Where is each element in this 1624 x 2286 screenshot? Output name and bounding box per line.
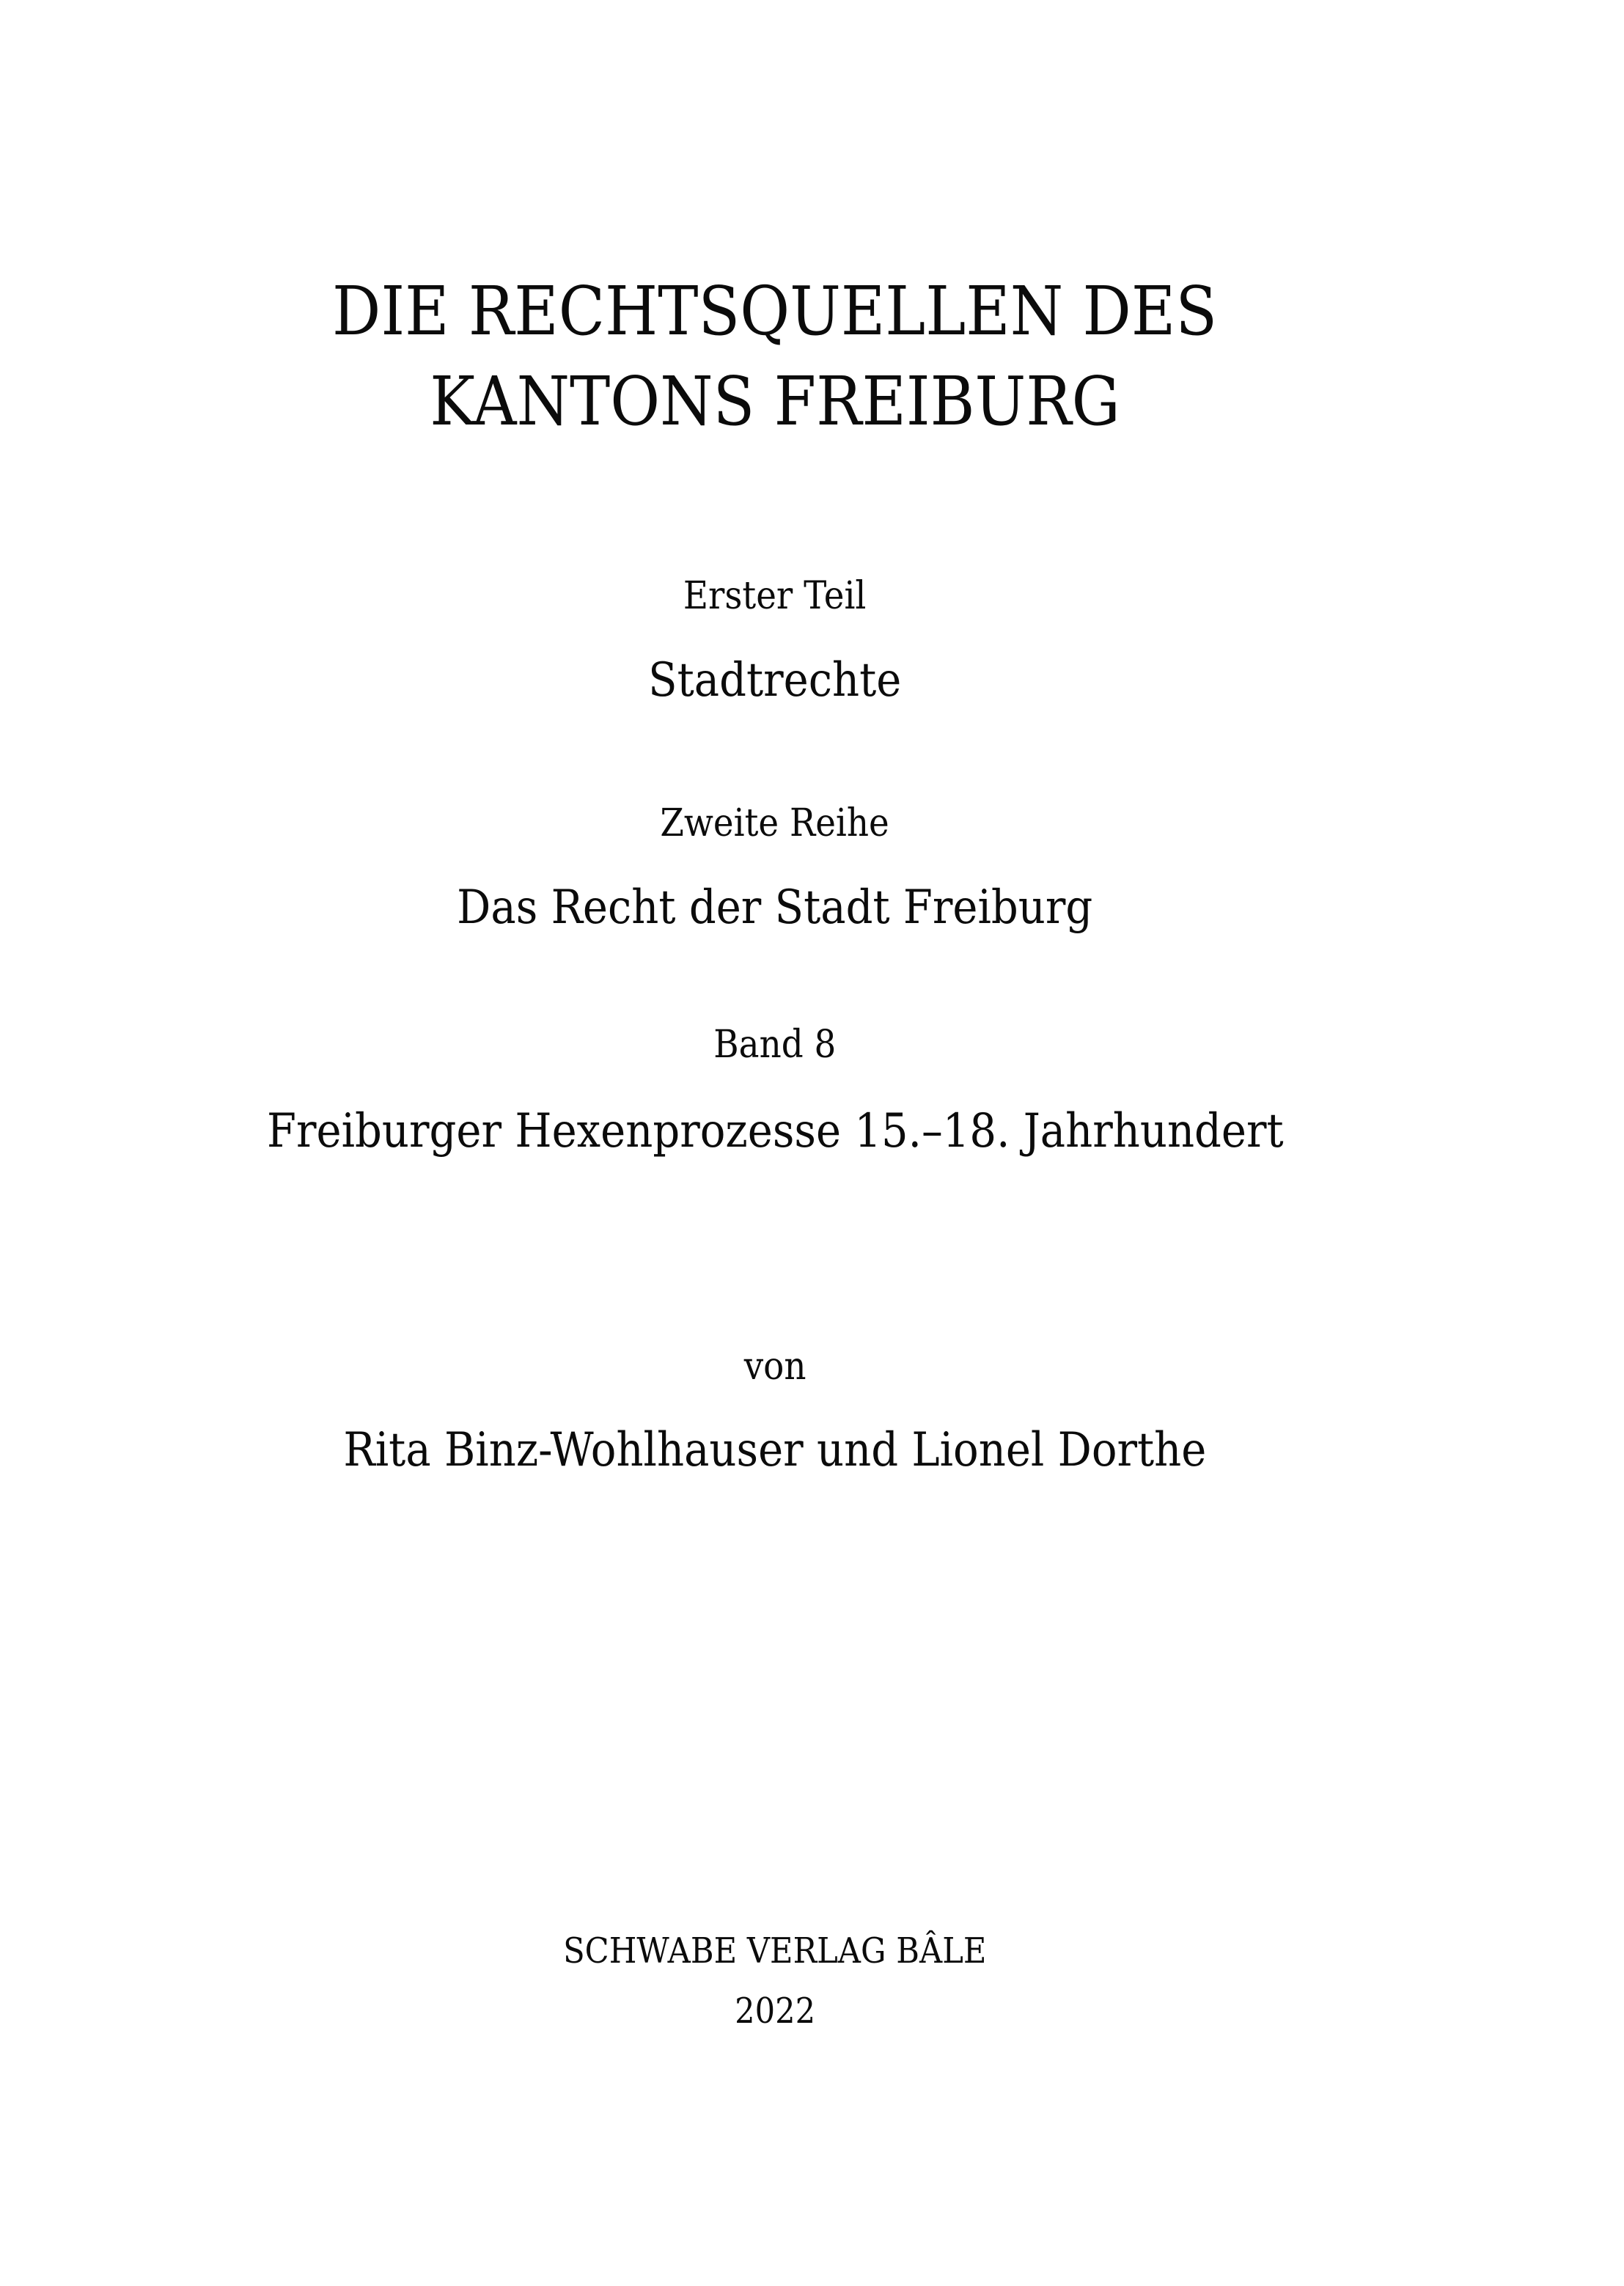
volume-title-text: Freiburger Hexenprozesse 15.–18. Jahrhundert (266, 1104, 1284, 1158)
part-title-text: Stadtrechte (648, 653, 902, 708)
volume-label-text: Band 8 (713, 1023, 837, 1067)
year-text: 2022 (735, 1991, 815, 2032)
byline-label (0, 1345, 1550, 1389)
series-title-line-1 (0, 272, 1550, 350)
authors-text: Rita Binz-Wohlhauser und Lionel Dorthe (343, 1423, 1207, 1477)
subseries-label (0, 801, 1550, 845)
publisher-text: SCHWABE VERLAG BÂLE (563, 1930, 987, 1971)
publisher (0, 1930, 1550, 1971)
series-title-line-1-text: DIE RECHTSQUELLEN DES (332, 272, 1218, 350)
subseries-label-text: Zweite Reihe (660, 801, 890, 845)
authors (0, 1423, 1550, 1477)
series-title-line-2 (0, 362, 1550, 441)
year (0, 1991, 1550, 2032)
subseries-title-text: Das Recht der Stadt Freiburg (457, 881, 1093, 935)
part-title (0, 653, 1550, 708)
part-label (0, 574, 1550, 618)
byline-label-text: von (743, 1345, 807, 1389)
subseries-title (0, 881, 1550, 935)
series-title-line-2-text: KANTONS FREIBURG (430, 362, 1120, 441)
volume-title (0, 1104, 1550, 1158)
part-label-text: Erster Teil (683, 574, 867, 618)
volume-label (0, 1023, 1550, 1067)
